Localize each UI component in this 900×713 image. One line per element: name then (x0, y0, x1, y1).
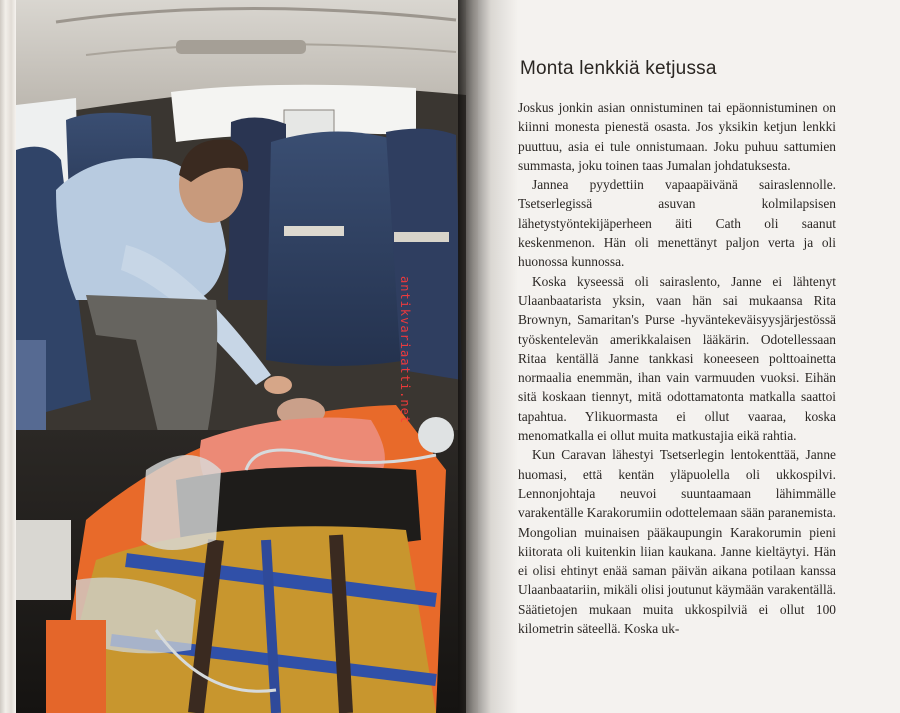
paragraph: Koska kyseessä oli sairaslento, Janne ei lähtenyt Ulaanbaatarista yksin, vaan hän sai mukaansa Rita Brownyn, Samaritan's Purse -hyväntekeväisyysjärjestössä työskentelevän amerikkalaisen lääkärin. Odotellessaan Ritaa kentällä Janne tankkasi koneeseen polttoainetta normaalia enemmän, ihan vain varmuuden vuoksi. Eihän sitä koskaan tiennyt, mitä odottamatonta matkalla saattoi tapahtua. Ylikuormasta ei ollut vaaraa, koska menomatkalla ei ollut muita matkustajia eikä rahtia. (518, 273, 836, 444)
paragraph: Jannea pyydettiin vapaapäivänä sairaslennolle. Tsetserlegissä asuvan kolmilapsisen lähetystyöntekijäperheen äiti Cath oli saanut keskenmenon. Hän oli menettänyt paljon verta ja oli huonossa kunnossa. (518, 177, 836, 270)
page-edge (0, 0, 16, 713)
watermark: antikvariaatti.net (398, 276, 412, 425)
right-page (500, 0, 900, 713)
paragraph: Joskus jonkin asian onnistuminen tai epäonnistuminen on kiinni monesta pienestä osasta. Jos yksikin ketjun lenkki puuttuu, asia ei tule onnistumaan. Joku puhuu sattumien summasta, joku toinen taas Jumalan johdatuksesta. (518, 100, 836, 173)
paragraph: Kun Caravan lähestyi Tsetserlegin lentokenttää, Janne huomasi, että kentän yläpuolella oli ukkospilvi. Lennonjohtaja neuvoi suuntaamaan lähimmälle varakentälle Karakorumiin odottelemaan sään paranemista. Mongolian muinaisen pääkaupungin Karakorumin pieni kiitorata oli kuitenkin liian kaukana. Janne kieltäytyi. Hän ei olisi ehtinyt enää saman päivän aikana potilaan kanssa Ulaanbaatariin, mikäli olisi joutunut käymään varakentällä. Säätietojen mukaan muita ukkospilviä ei ollut 100 kilometrin säteellä. Koska uk- (518, 447, 836, 637)
body-text (518, 98, 836, 638)
chapter-title: Monta lenkkiä ketjussa (520, 58, 717, 79)
